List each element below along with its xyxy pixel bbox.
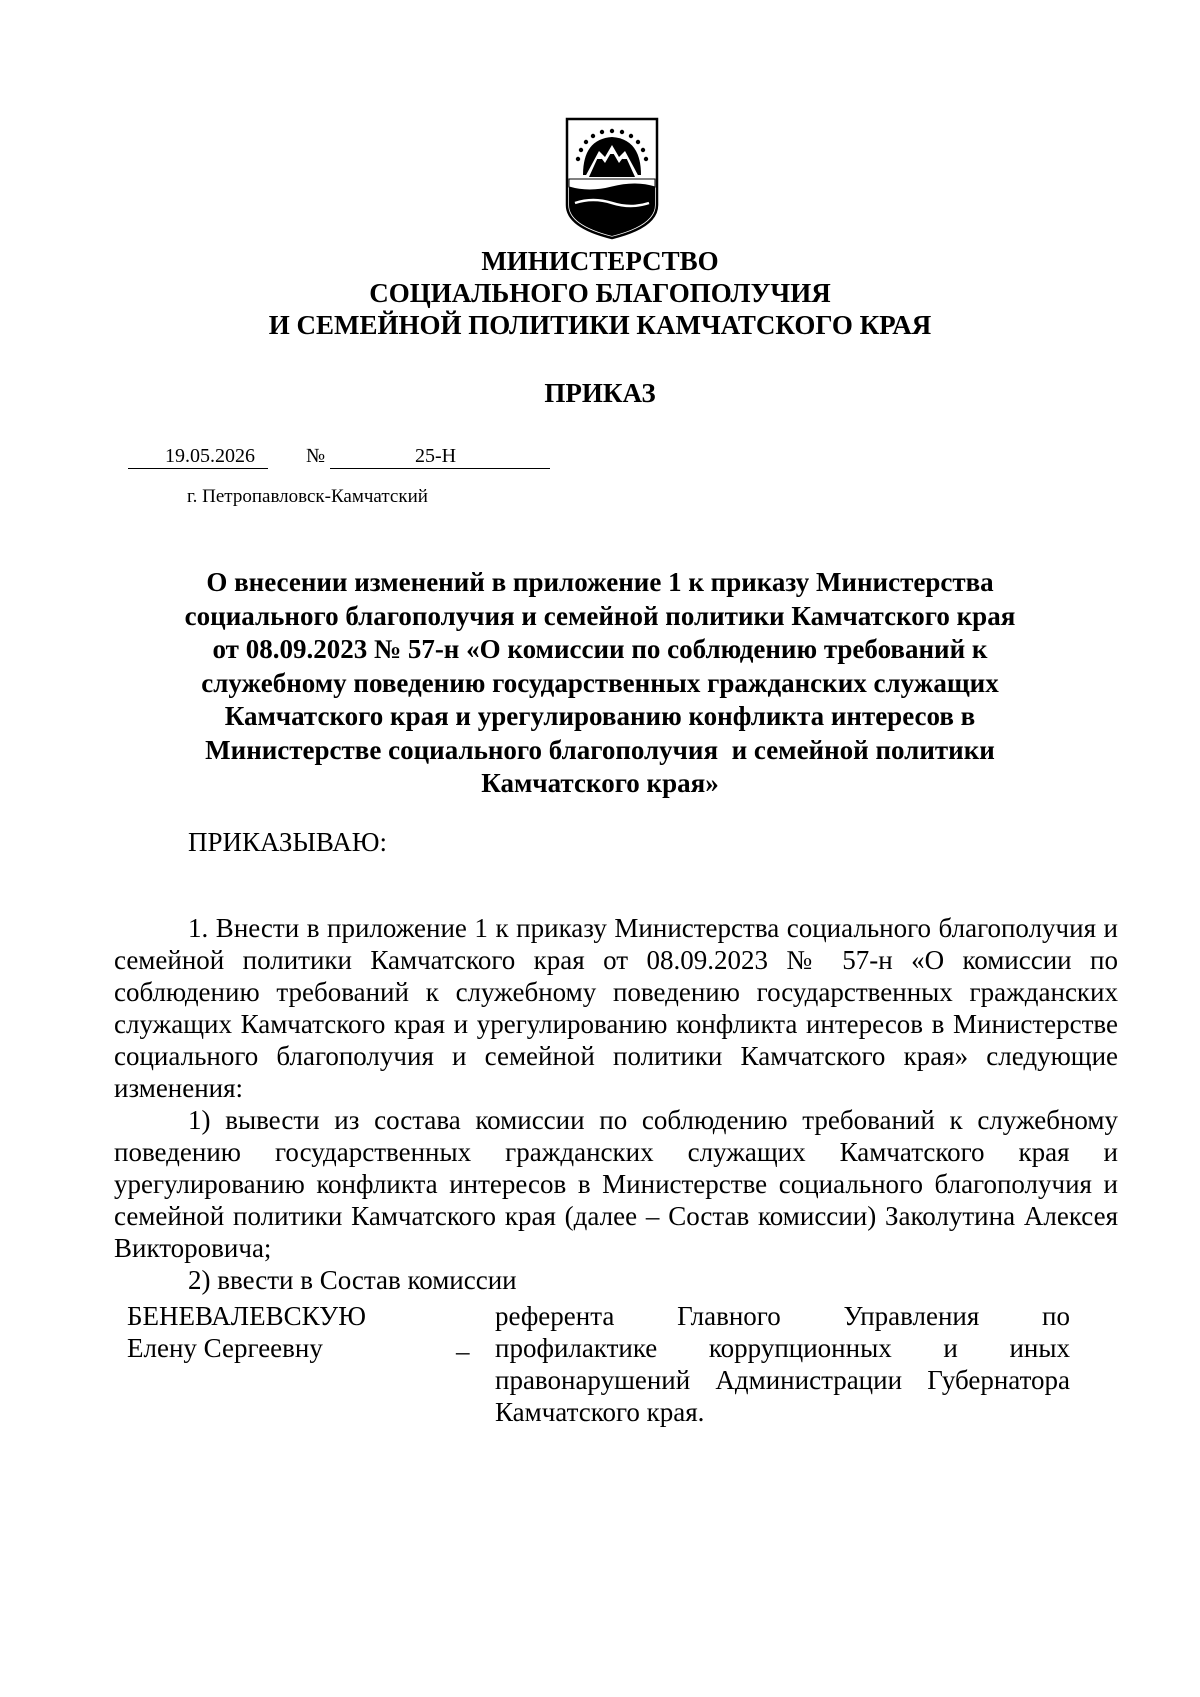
member-role: референта Главного Управления по профилактике коррупционных и иных правонарушений Администрации Губернатора Камчатского края. <box>495 1301 1070 1427</box>
kamchatka-coat-of-arms-icon <box>565 117 659 240</box>
order-body <box>114 912 1118 1296</box>
subject-line: социального благополучия и семейной политики Камчатского края <box>184 600 1016 631</box>
ministry-line-2: СОЦИАЛЬНОГО БЛАГОПОЛУЧИЯ <box>369 278 831 308</box>
subject-line: от 08.09.2023 № 57-н «О комиссии по соблюдению требований к <box>212 634 988 664</box>
member-given-names: Елену Сергеевну <box>127 1333 323 1363</box>
order-city: г. Петропавловск-Камчатский <box>187 486 428 507</box>
ministry-line-1: МИНИСТЕРСТВО <box>481 246 719 276</box>
subject-line: Камчатского края и урегулированию конфликта интересов в <box>224 701 976 731</box>
paragraph: 1) вывести из состава комиссии по соблюдению требований к служебному поведению государственных гражданских служащих Камчатского края и урегулированию конфликта интересов в Министерстве социального благополучия и семейной политики Камчатского края (далее – Состав комиссии) Заколутина Алексея Викторовича; <box>114 1105 1118 1263</box>
member-name <box>127 1300 366 1364</box>
order-subject <box>140 566 1060 801</box>
subject-line: Камчатского края» <box>481 768 719 798</box>
ministry-line-3: И СЕМЕЙНОЙ ПОЛИТИКИ КАМЧАТСКОГО КРАЯ <box>268 310 932 340</box>
paragraph: 1. Внести в приложение 1 к приказу Министерства социального благополучия и семейной политики Камчатского края от 08.09.2023 № 57-н «О комиссии по соблюдению требований к служебному поведению государственных гражданских служащих Камчатского края и урегулированию конфликта интересов в Министерстве социального благополучия и семейной политики Камчатского края» следующие изменения: <box>114 913 1118 1103</box>
order-date: 19.05.2026 <box>165 445 255 467</box>
order-title: ПРИКАЗ <box>544 378 656 408</box>
ministry-header <box>0 245 1200 341</box>
member-surname: БЕНЕВАЛЕВСКУЮ <box>127 1301 366 1331</box>
subject-line: О внесении изменений в приложение 1 к приказу Министерства <box>206 567 994 597</box>
subject-line: Министерстве социального благополучия и семейной политики <box>205 734 995 765</box>
member-dash: – <box>456 1336 470 1366</box>
order-number: 25-Н <box>415 445 457 467</box>
decree-word: ПРИКАЗЫВАЮ: <box>188 827 387 857</box>
paragraph: 2) ввести в Состав комиссии <box>188 1265 517 1295</box>
order-number-sign: № <box>306 445 326 467</box>
subject-line: служебному поведению государственных гражданских служащих <box>201 667 999 698</box>
